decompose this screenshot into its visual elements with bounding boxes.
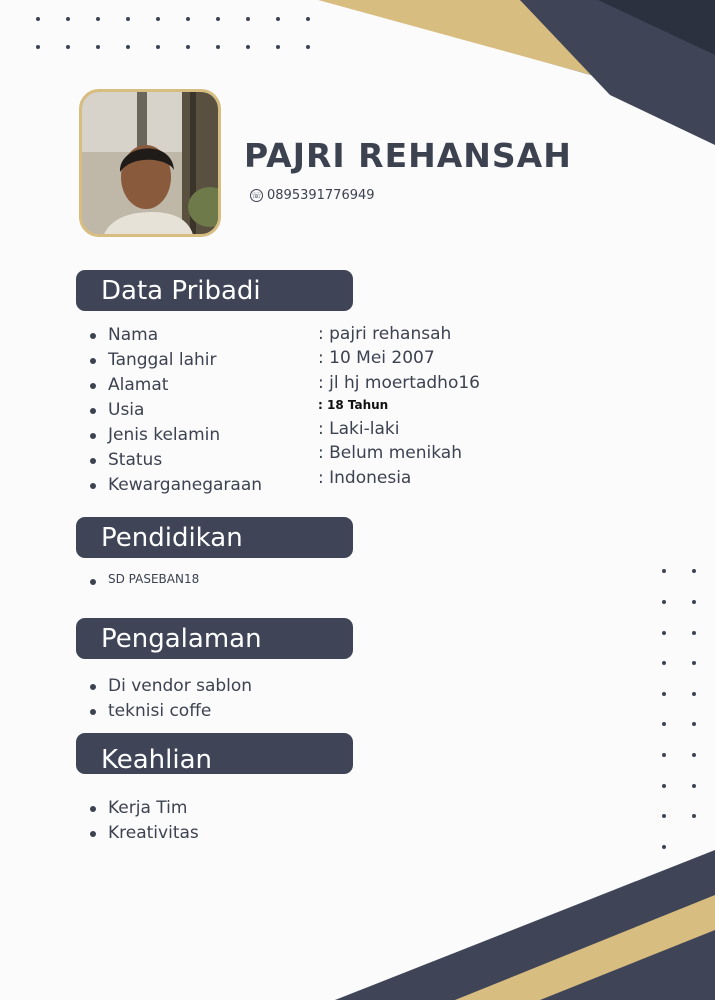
experience-list (80, 674, 252, 724)
personal-value: : 18 Tahun (318, 398, 389, 412)
personal-label: Status (80, 448, 262, 473)
personal-value: : Indonesia (318, 468, 412, 488)
education-list (80, 569, 199, 589)
skills-list (80, 796, 199, 846)
section-header-skills: Keahlian (76, 733, 353, 774)
candidate-name: PAJRI REHANSAH (244, 136, 572, 175)
experience-item: teknisi coffe (80, 699, 252, 724)
skill-item: Kerja Tim (80, 796, 199, 821)
education-item: SD PASEBAN18 (80, 569, 199, 589)
personal-value: : Belum menikah (318, 443, 462, 463)
personal-label: Nama (80, 323, 262, 348)
personal-label: Usia (80, 398, 262, 423)
skill-item: Kreativitas (80, 821, 199, 846)
personal-label: Tanggal lahir (80, 348, 262, 373)
personal-label: Alamat (80, 373, 262, 398)
profile-photo (79, 89, 221, 237)
profile-photo-illustration (82, 92, 221, 237)
experience-item: Di vendor sablon (80, 674, 252, 699)
personal-value: : jl hj moertadho16 (318, 373, 480, 393)
section-header-experience: Pengalaman (76, 618, 353, 659)
phone-icon: ☏ (251, 191, 262, 200)
personal-value: : 10 Mei 2007 (318, 348, 435, 368)
phone-number: 0895391776949 (267, 188, 375, 203)
personal-label: Jenis kelamin (80, 423, 262, 448)
personal-value: : Laki-laki (318, 419, 400, 439)
personal-value: : pajri rehansah (318, 324, 452, 344)
personal-labels (80, 323, 262, 498)
section-header-education: Pendidikan (76, 517, 353, 558)
personal-label: Kewarganegaraan (80, 473, 262, 498)
phone-contact (250, 188, 375, 203)
section-header-personal: Data Pribadi (76, 270, 353, 311)
